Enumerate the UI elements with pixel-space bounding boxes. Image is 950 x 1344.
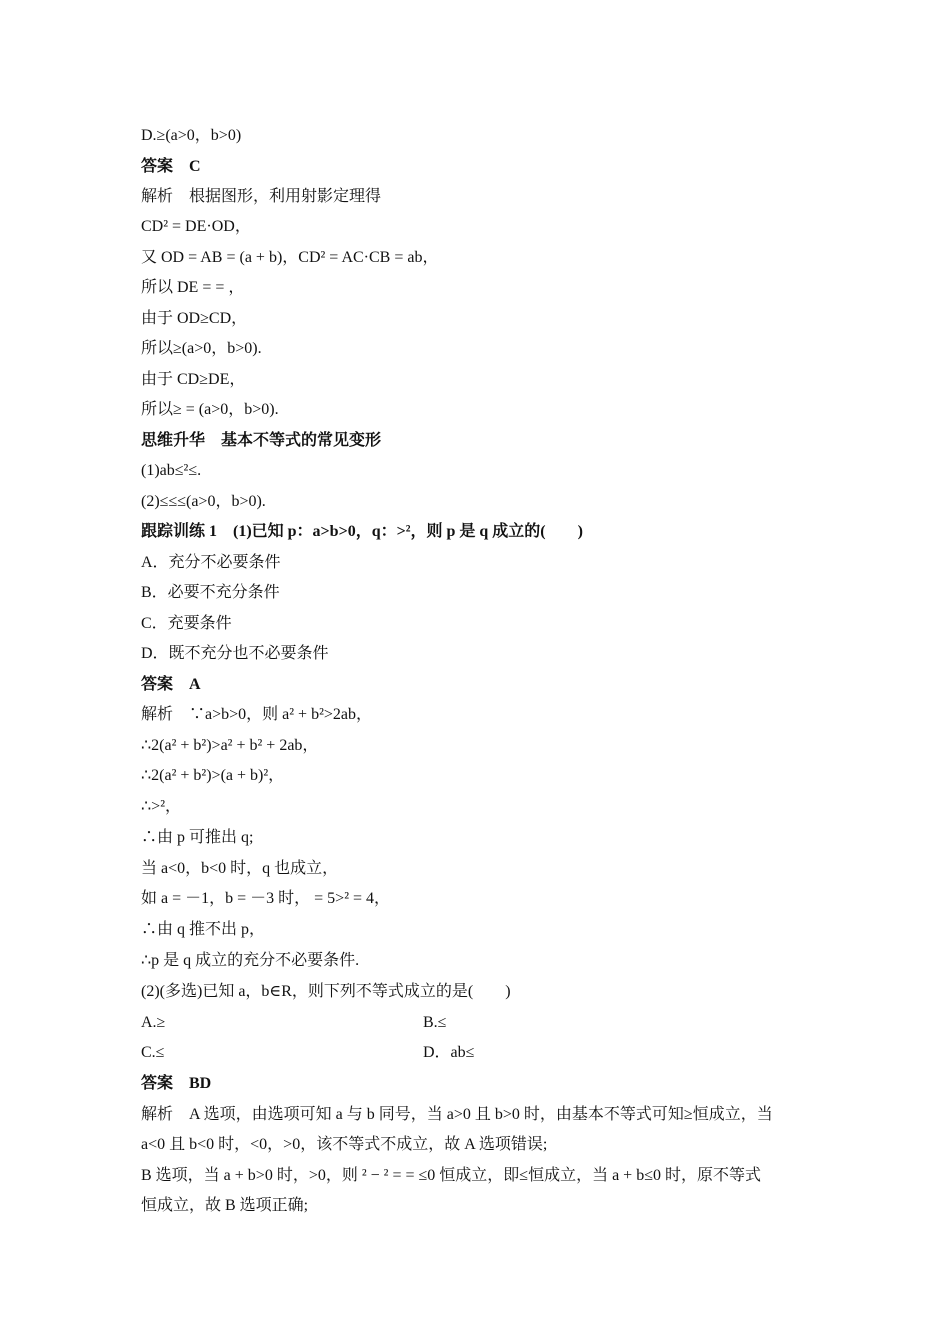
choice-c: C．充要条件 — [141, 615, 232, 632]
math-line: 所以≥ = (a>0，b>0). — [141, 401, 279, 418]
formula-line: (2)≤≤≤(a>0，b>0). — [141, 493, 266, 510]
option-b: B.≤ — [423, 1014, 447, 1031]
question-line: (2)(多选)已知 a，b∈R，则下列不等式成立的是( ) — [141, 983, 511, 1000]
math-line: ∴由 p 可推出 q; — [141, 829, 254, 846]
answer-line: 答案 A — [141, 676, 201, 693]
choice-a: A．充分不必要条件 — [141, 554, 281, 571]
choice-d: D．既不充分也不必要条件 — [141, 645, 329, 662]
analysis-line: 解析 A 选项，由选项可知 a 与 b 同号，当 a>0 且 b>0 时，由基本不等式可知≥恒成立，当 — [141, 1106, 773, 1123]
answer-line: 答案 C — [141, 158, 201, 175]
analysis-line: 恒成立，故 B 选项正确; — [141, 1197, 309, 1214]
analysis-line: 解析 ∵a>b>0，则 a² + b²>2ab， — [141, 706, 372, 723]
answer-line: 答案 BD — [141, 1075, 212, 1092]
summary-heading: 思维升华 基本不等式的常见变形 — [141, 432, 382, 449]
math-line: 所以 DE = = ， — [141, 279, 245, 296]
math-line: 又 OD = AB = (a + b)，CD² = AC·CB = ab， — [141, 249, 439, 266]
math-line: 由于 OD≥CD， — [141, 310, 248, 327]
math-line: ∴p 是 q 成立的充分不必要条件. — [141, 952, 360, 969]
math-line: ∴>²， — [141, 798, 182, 815]
math-line: 由于 CD≥DE， — [141, 371, 246, 388]
analysis-line: B 选项，当 a + b>0 时，>0，则 ² − ² = = ≤0 恒成立，即≤恒成立，当 a + b≤0 时，原不等式 — [141, 1167, 761, 1184]
exercise-heading: 跟踪训练 1 (1)已知 p：a>b>0，q：>²，则 p 是 q 成立的( ) — [141, 523, 583, 540]
option-d-line: D.≥(a>0，b>0) — [141, 127, 242, 144]
analysis-line: 解析 根据图形，利用射影定理得 — [141, 188, 382, 205]
math-line: 如 a = －1，b = －3 时， = 5>² = 4， — [141, 890, 391, 907]
math-line: ∴2(a² + b²)>a² + b² + 2ab， — [141, 737, 319, 754]
math-line: 所以≥(a>0，b>0). — [141, 340, 262, 357]
math-line: 当 a<0，b<0 时，q 也成立， — [141, 860, 339, 877]
analysis-line: a<0 且 b<0 时，<0，>0，该不等式不成立，故 A 选项错误; — [141, 1136, 548, 1153]
math-line: ∴由 q 推不出 p， — [141, 921, 266, 938]
formula-line: (1)ab≤²≤. — [141, 462, 202, 479]
option-c: C.≤ — [141, 1044, 165, 1061]
choice-b: B．必要不充分条件 — [141, 584, 280, 601]
option-a: A.≥ — [141, 1014, 166, 1031]
option-d: D．ab≤ — [423, 1044, 475, 1061]
math-line: CD² = DE·OD， — [141, 218, 251, 235]
math-line: ∴2(a² + b²)>(a + b)²， — [141, 767, 285, 784]
